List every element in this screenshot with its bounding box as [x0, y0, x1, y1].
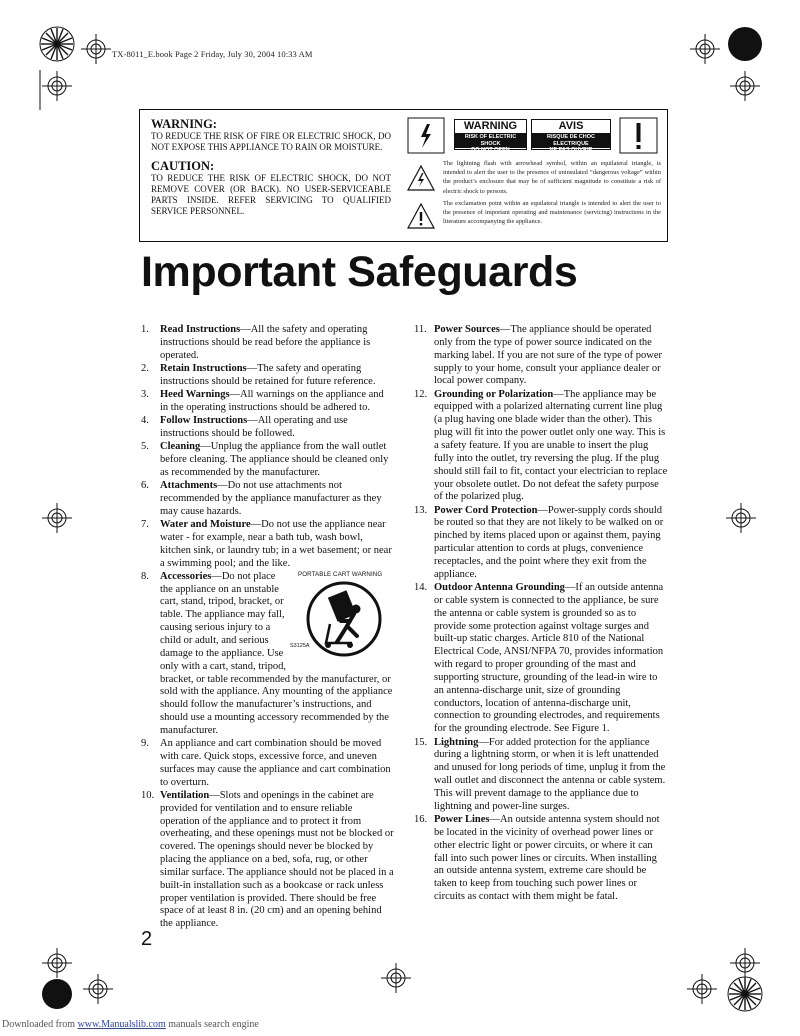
- label-warning-sub1: RISK OF ELECTRIC SHOCK: [464, 134, 517, 147]
- item-body: —An outside antenna system should not be located in the vicinity of overhead power lines or other electric light or power circuits, or where it can fall into such power lines or circuits. When installing an outside antenna system, extreme care should be taken to keep from touching such power lines or circuits as contact with them might be fatal.: [434, 814, 660, 903]
- item-body: —Unplug the appliance from the wall outlet before cleaning. The appliance should be cleaned only as recommended by the manufacturer.: [160, 441, 389, 478]
- item-number: 9.: [141, 738, 149, 750]
- lightning-explanation: The lightning flash with arrowhead symbol, within an equilateral triangle, is intended to alert the user to the presence of uninsulated “dangerous voltage” within the product’s enclosure that may be of sufficient magnitude to constitute a risk of electric shock to persons.: [443, 160, 661, 195]
- item-body: —All operating and use instructions should be followed.: [160, 415, 348, 439]
- item-body: —If an outside antenna or cable system is connected to the appliance, be sure the antenna or cable system is grounded so as to provide some protection against voltage surges and built-up static charges. Article 810 of the National Electrical Code, ANSI/NFPA 70, provides information with regard to proper grounding of the mast and supporting structure, grounding of the lead-in wire to an antenna-discharge unit, size of grounding conductors, location of antenna-discharge unit, connection to grounding electrodes, and requirements for the grounding electrode. See Figure 1.: [434, 582, 664, 735]
- item-heading: Read Instructions: [160, 324, 241, 335]
- item-number: 4.: [141, 415, 149, 427]
- label-warning: [454, 119, 527, 153]
- warning-text-block: [151, 117, 391, 217]
- exclamation-square-icon: [619, 117, 659, 155]
- safeguard-item: [415, 582, 669, 736]
- item-number: 10.: [141, 789, 155, 801]
- item-body: —Slots and openings in the cabinet are provided for ventilation and to ensure reliable operation of the appliance and to protect it from overheating, and these openings must not be blocked or covered. The openings should never be blocked by placing the appliance on a bed, sofa, rug, or other similar surface. The appliance should not be placed in a built-in installation such as a bookcase or rack unless proper ventilation is provided. There should be free space of at least 8 in. (20 cm) and an opening behind the appliance.: [160, 789, 394, 930]
- item-body: —All warnings on the appliance and in the operating instructions should be adhered to.: [160, 389, 384, 413]
- item-heading: Cleaning: [160, 441, 201, 453]
- caution-text: TO REDUCE THE RISK OF ELECTRIC SHOCK, DO NOT REMOVE COVER (OR BACK). NO USER-SERVICEABLE PARTS INSIDE. REFER SERVICING TO QUALIFIED SERVICE PERSONNEL.: [151, 173, 391, 216]
- safeguard-item: [141, 790, 394, 931]
- exclamation-explanation-row: [407, 199, 662, 229]
- label-warning-sub: [455, 133, 526, 153]
- exclamation-triangle-icon: [407, 203, 435, 229]
- cart-code: S3125A: [290, 642, 310, 649]
- item-number: 2.: [141, 362, 149, 374]
- item-number: 15.: [414, 736, 428, 748]
- print-header: TX-8011_E.book Page 2 Friday, July 30, 2004 10:33 AM: [112, 49, 313, 59]
- safeguard-item: [415, 324, 669, 388]
- safeguard-item: [141, 519, 394, 570]
- item-number: 7.: [141, 519, 149, 530]
- item-heading: Lightning: [434, 736, 479, 748]
- safeguard-item: [415, 814, 669, 904]
- warning-box: [139, 109, 668, 242]
- item-heading: Attachments: [160, 480, 218, 492]
- page-number: 2: [141, 928, 153, 950]
- lightning-explanation-row: [407, 159, 662, 197]
- label-avis-title: AVIS: [532, 120, 610, 133]
- exclamation-explanation: The exclamation point within an equilateral triangle is intended to alert the user to the presence of important operating and maintenance (servicing) instructions in the literature accompanying the appliance.: [443, 200, 661, 226]
- safeguard-item: [415, 505, 669, 582]
- safeguard-item: [141, 363, 394, 389]
- item-heading: Outdoor Antenna Grounding: [434, 582, 565, 594]
- safeguard-item: [141, 415, 394, 441]
- item-number: 12.: [414, 388, 428, 400]
- portable-cart-warning-figure: [290, 571, 394, 665]
- item-number: 1.: [141, 324, 149, 335]
- label-avis-sub: [532, 133, 610, 153]
- item-heading: Power Sources: [434, 324, 500, 335]
- item-body: —Power-supply cords should be routed so that they are not likely to be walked on or pinched by items placed upon or against them, paying particular attention to cords at plugs, convenience receptacles, and the point where they exit from the appliance.: [434, 504, 664, 580]
- lightning-triangle-icon: [407, 165, 435, 191]
- item-heading: Heed Warnings: [160, 389, 230, 400]
- item-number: 6.: [141, 480, 149, 492]
- safeguard-item: [415, 737, 669, 814]
- item-number: 14.: [414, 582, 428, 594]
- page-title: Important Safeguards: [141, 248, 578, 296]
- safeguard-item: [141, 389, 394, 415]
- footer-suffix: manuals search engine: [165, 1019, 259, 1030]
- safeguard-item: [141, 441, 394, 480]
- label-avis: [531, 119, 611, 153]
- item-heading: Accessories: [160, 570, 212, 582]
- footer-prefix: Downloaded from: [2, 1019, 78, 1030]
- safeguard-item: [141, 480, 394, 519]
- item-number: 8.: [141, 570, 149, 582]
- label-avis-sub1: RISQUE DE CHOC ELECTRIQUE: [547, 134, 595, 147]
- left-column: [141, 324, 394, 932]
- item-body: —The appliance should be operated only from the type of power source indicated on the marking label. If you are not sure of the type of power supply to your home, consult your appliance dealer or local power company.: [434, 324, 663, 387]
- cart-caption: PORTABLE CART WARNING: [298, 570, 383, 578]
- item-heading: Water and Moisture: [160, 519, 251, 530]
- item-heading: Power Lines: [434, 814, 490, 826]
- item-body: —Do not use the appliance near water - for example, near a bath tub, wash bowl, kitchen sink, or laundry tub; in a wet basement; or near a swimming pool; and the like.: [160, 519, 392, 569]
- item-body: —The safety and operating instructions should be retained for future reference.: [160, 362, 376, 387]
- label-warning-sub2: DO NOT OPEN: [471, 147, 510, 153]
- safeguard-item: [141, 738, 394, 789]
- safeguard-item: [141, 571, 394, 738]
- label-avis-sub2: NE PAS OUVRIR: [549, 147, 593, 153]
- item-heading: Follow Instructions: [160, 415, 248, 427]
- item-number: 16.: [414, 814, 428, 826]
- item-body: —Do not place the appliance on an unstable cart, stand, tripod, bracket, or table. The appliance may fall, causing serious injury to a child or adult, and serious damage to the appliance. Use only with a cart, stand, tripod, bracket, or table recommended by the manufacturer, or sold with the appliance. Any mounting of the appliance should follow the manufacturer’s instructions, and should use a mounting accessory recommended by the manufacturer.: [160, 570, 393, 736]
- item-heading: Ventilation: [160, 789, 210, 801]
- warning-text: TO REDUCE THE RISK OF FIRE OR ELECTRIC SHOCK, DO NOT EXPOSE THIS APPLIANCE TO RAIN OR MOISTURE.: [151, 131, 391, 152]
- item-heading: Power Cord Protection: [434, 504, 538, 516]
- item-number: 3.: [141, 389, 149, 400]
- label-warning-title: WARNING: [455, 120, 526, 133]
- right-column: [415, 324, 669, 904]
- download-footer: [2, 1019, 259, 1030]
- item-number: 11.: [414, 324, 427, 335]
- item-heading: Retain Instructions: [160, 362, 247, 374]
- manualslib-link[interactable]: www.Manualslib.com: [77, 1019, 166, 1030]
- item-body: —Do not use attachments not recommended by the appliance manufacturer as they may cause hazards.: [160, 480, 382, 517]
- caution-heading: CAUTION:: [151, 159, 215, 173]
- item-number: 13.: [414, 504, 428, 516]
- item-body: An appliance and cart combination should be moved with care. Quick stops, excessive force, and uneven surfaces may cause the appliance and cart combination to overturn.: [160, 738, 391, 788]
- item-body: —All the safety and operating instructions should be read before the appliance is operated.: [160, 324, 371, 361]
- safeguard-item: [415, 389, 669, 505]
- warning-symbols-row: [407, 117, 662, 155]
- warning-heading: WARNING:: [151, 117, 217, 131]
- item-number: 5.: [141, 441, 149, 453]
- safeguard-item: [141, 324, 394, 363]
- lightning-square-icon: [407, 117, 447, 155]
- item-body: —The appliance may be equipped with a polarized alternating current line plug (a plug having one blade wider than the other). This plug will fit into the power outlet only one way. This is a safety feature. If you are unable to insert the plug fully into the outlet, try reversing the plug. If the plug should still fail to fit, contact your electrician to replace your obsolete outlet. Do not defeat the safety purpose of the polarized plug.: [434, 388, 668, 503]
- item-body: —For added protection for the appliance during a lightning storm, or when it is left unattended and unused for long periods of time, unplug it from the wall outlet and disconnect the antenna or cable system. This will prevent damage to the appliance due to lightning and power-line surges.: [434, 736, 666, 812]
- item-heading: Grounding or Polarization: [434, 388, 554, 400]
- cart-tipover-icon: [304, 579, 384, 659]
